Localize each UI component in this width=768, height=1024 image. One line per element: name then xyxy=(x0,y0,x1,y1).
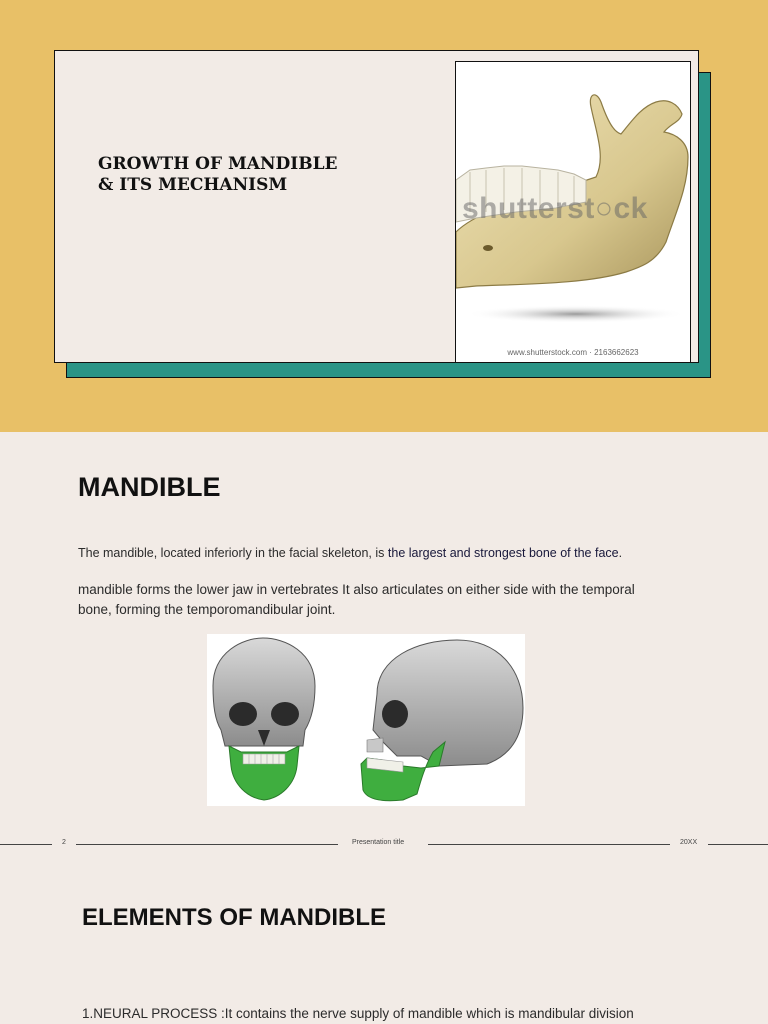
mandible-slide xyxy=(0,432,768,864)
presentation-title: Presentation title xyxy=(352,839,405,846)
skull-image xyxy=(207,634,525,806)
footer-year: 20XX xyxy=(680,839,698,846)
front-skull xyxy=(213,638,315,800)
page-number: 2 xyxy=(62,839,66,846)
footer-rule xyxy=(708,844,768,845)
image-credit: www.shutterstock.com · 2163662623 xyxy=(507,348,639,357)
neural-process-item: 1.NEURAL PROCESS :It contains the nerve supply of mandible which is mandibular division xyxy=(82,1006,634,1021)
side-skull xyxy=(361,640,523,801)
elements-slide xyxy=(0,864,768,1024)
slide-heading: ELEMENTS OF MANDIBLE xyxy=(82,904,386,931)
slide-heading: MANDIBLE xyxy=(78,472,221,502)
highlight-text: the largest and strongest bone of the face xyxy=(387,546,619,560)
slide-footer xyxy=(0,836,768,852)
footer-rule xyxy=(428,844,670,845)
skull-illustration xyxy=(207,634,525,806)
title-slide xyxy=(0,0,768,432)
intro-paragraph xyxy=(78,545,648,562)
watermark-text: shutterst○ck xyxy=(462,192,648,225)
description-paragraph: mandible forms the lower jaw in vertebrates It also articulates on either side with the temporal bone, forming the temporomandibular joint. xyxy=(78,582,635,617)
slide-title: GROWTH OF MANDIBLE & ITS MECHANISM xyxy=(98,154,338,195)
mandible-photo xyxy=(455,61,691,363)
footer-rule xyxy=(0,844,52,845)
mandible-illustration xyxy=(456,62,691,363)
intro-end: . xyxy=(618,546,623,560)
footer-rule xyxy=(76,844,338,845)
intro-text: The mandible, located inferiorly in the facial skeleton, is xyxy=(78,546,388,560)
